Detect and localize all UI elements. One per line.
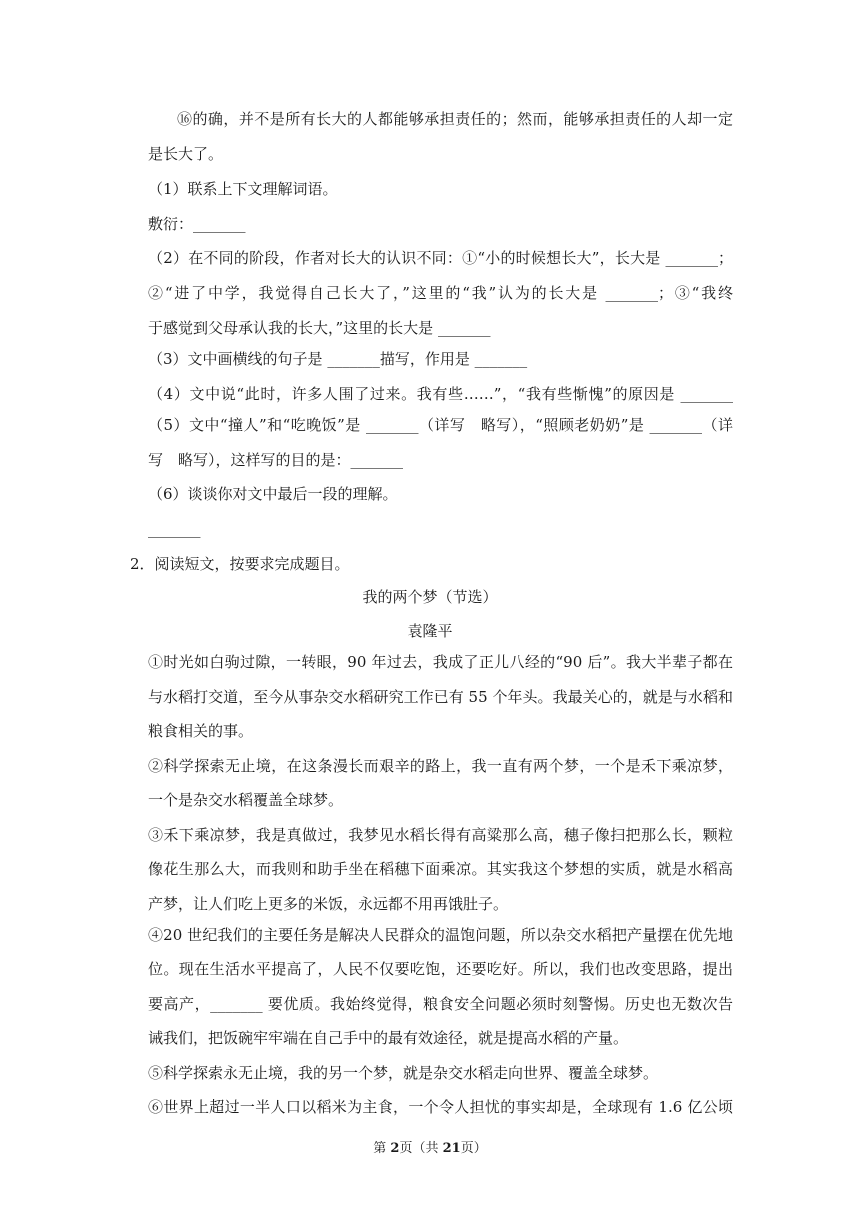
footer-page-number: 2 (390, 1141, 400, 1156)
article-author: 袁隆平 (407, 622, 453, 640)
page-footer (0, 1140, 860, 1158)
article-paragraph-3-line-1: ③禾下乘凉梦，我是真做过，我梦见水稻长得有高粱那么高，穗子像扫把那么长，颗粒 (148, 826, 733, 844)
question-5-line-1: （5）文中“撞人”和“吃晚饭”是 _______（详写 略写），“照顾老奶奶”是 _______（详 (148, 416, 733, 434)
article-paragraph-2-line-1: ②科学探索无止境，在这条漫长而艰辛的路上，我一直有两个梦，一个是禾下乘凉梦， (148, 757, 733, 775)
article-paragraph-4-line-3: 要高产，_______ 要优质。我始终觉得，粮食安全问题必须时刻警惕。历史也无数次告 (148, 995, 733, 1013)
question-6: （6）谈谈你对文中最后一段的理解。 (148, 485, 398, 503)
question-4: （4）文中说“此时，许多人围了过来。我有些……”，“我有些惭愧”的原因是 _______ (148, 385, 733, 403)
question-1-word: 敷衍：_______ (148, 215, 246, 233)
article-paragraph-1-line-2: 与水稻打交道，至今从事杂交水稻研究工作已有 55 个年头。我最关心的，就是与水稻和 (148, 688, 733, 706)
item-2-instruction: 2．阅读短文，按要求完成题目。 (130, 555, 350, 573)
article-paragraph-6-line-1: ⑥世界上超过一半人口以稻米为主食，一个令人担忧的事实却是，全球现有 1.6 亿公顷 (148, 1098, 733, 1116)
footer-middle: 页（共 (399, 1141, 443, 1156)
article-paragraph-4-line-2: 位。现在生活水平提高了，人民不仅要吃饱，还要吃好。所以，我们也改变思路，提出 (148, 960, 733, 978)
footer-prefix: 第 (373, 1141, 391, 1156)
article-paragraph-5: ⑤科学探索永无止境，我的另一个梦，就是杂交水稻走向世界、覆盖全球梦。 (148, 1064, 659, 1082)
question-2-line-1: （2）在不同的阶段，作者对长大的认识不同：①“小的时候想长大”，长大是 _______； (148, 249, 733, 267)
article-paragraph-2-line-2: 一个是杂交水稻覆盖全球梦。 (148, 791, 344, 809)
article-title: 我的两个梦（节选） (362, 588, 498, 606)
question-2-line-2: ②“进了中学，我觉得自己长大了，”这里的“我”认为的长大是 _______；③“我终 (148, 284, 733, 302)
question-3: （3）文中画横线的句子是 _______描写，作用是 _______ (148, 350, 528, 368)
question-2-line-3: 于感觉到父母承认我的长大，”这里的长大是 _______ (148, 319, 491, 337)
article-paragraph-4-line-1: ④20 世纪我们的主要任务是解决人民群众的温饱问题，所以杂交水稻把产量摆在优先地 (148, 926, 733, 944)
article-paragraph-4-line-4: 诫我们，把饭碗牢牢端在自己手中的最有效途径，就是提高水稻的产量。 (148, 1029, 629, 1047)
article-paragraph-3-line-2: 像花生那么大，而我则和助手坐在稻穗下面乘凉。其实我这个梦想的实质，就是水稻高 (148, 860, 733, 878)
question-6-answer-blank: _______ (148, 520, 201, 538)
paragraph-16-line-1: ⑯的确，并不是所有长大的人都能够承担责任的；然而，能够承担责任的人却一定 (177, 110, 733, 128)
article-paragraph-1-line-3: 粮食相关的事。 (148, 722, 254, 740)
question-5-line-2: 写 略写），这样写的目的是：_______ (148, 451, 404, 469)
article-paragraph-1-line-1: ①时光如白驹过隙，一转眼，90 年过去，我成了正儿八经的“90 后”。我大半辈子都在 (148, 653, 733, 671)
footer-total-pages: 21 (442, 1141, 461, 1156)
paragraph-16-line-2: 是长大了。 (148, 145, 224, 163)
footer-suffix: 页） (460, 1141, 487, 1156)
article-paragraph-3-line-3: 产梦，让人们吃上更多的米饭，永远都不用再饿肚子。 (148, 895, 509, 913)
question-1: （1）联系上下文理解词语。 (148, 180, 338, 198)
